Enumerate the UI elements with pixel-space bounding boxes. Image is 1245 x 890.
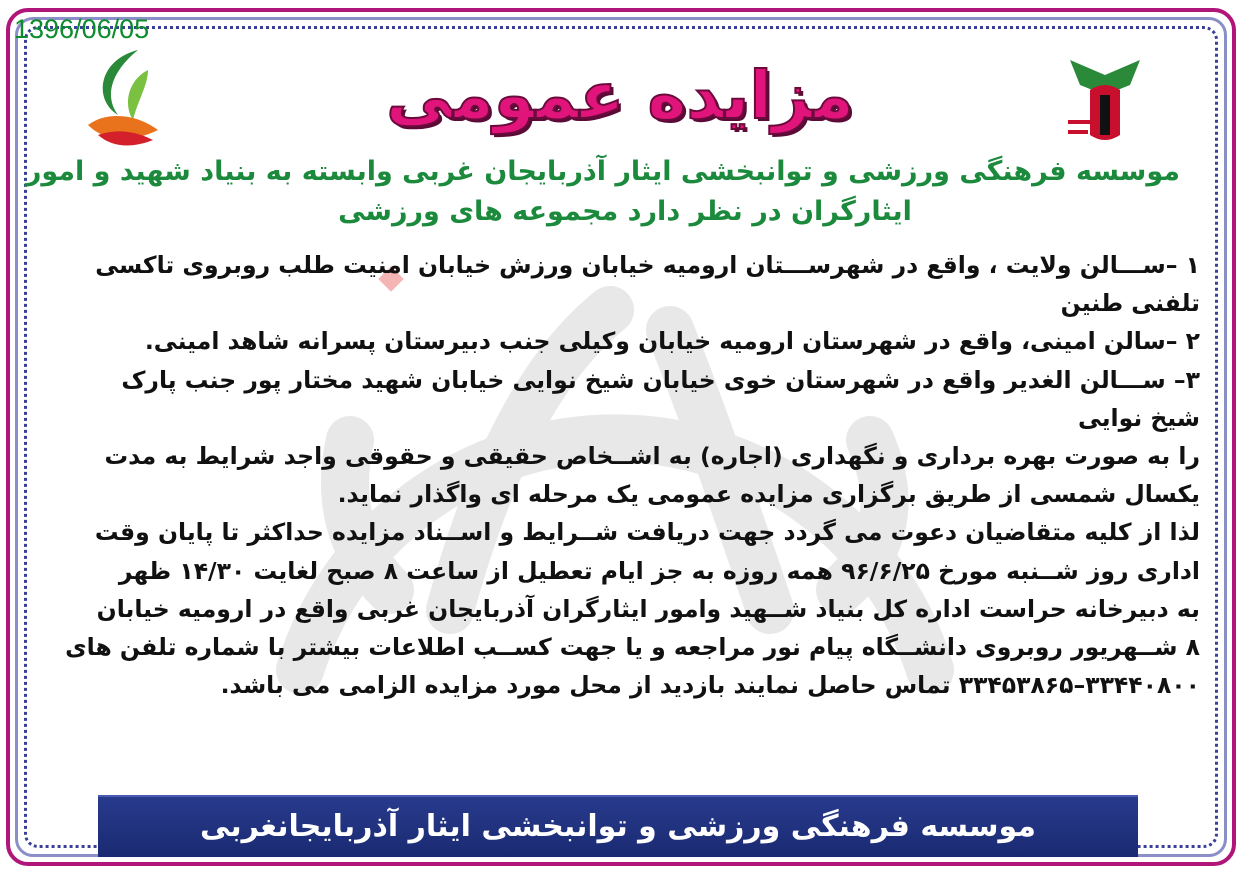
body-line: به دبیرخانه حراست اداره کل بنیاد شــهید وامور ایثارگران آذربایجان غربی واقع در ارومیه خیابان xyxy=(96,594,1200,623)
footer-organization-name: موسسه فرهنگی ورزشی و توانبخشی ایثار آذربایجانغربی xyxy=(200,809,1036,844)
body-line: ۳۳۴۴۰۸۰۰–۳۳۴۵۳۸۶۵ تماس حاصل نمایند بازدید از محل مورد مزایده الزامی می باشد. xyxy=(220,671,1200,700)
announcement-subtitle xyxy=(25,152,1180,242)
subtitle-line-1: موسسه فرهنگی ورزشی و توانبخشی ایثار آذربایجان غربی وابسته به بنیاد شهید و امور xyxy=(25,156,1180,187)
date-stamp: 1396/06/05 xyxy=(14,14,150,44)
body-line: تلفنی طنین xyxy=(1060,289,1200,318)
bonyad-shahid-logo-icon xyxy=(1060,40,1150,150)
page-title: مزایده عمومی xyxy=(386,57,854,134)
body-line: اداری روز شــنبه مورخ ۹۶/۶/۲۵ همه روزه به جز ایام تعطیل از ساعت ۸ صبح لغایت ۱۴/۳۰ ظهر xyxy=(118,556,1200,585)
body-line: لذا از کلیه متقاضیان دعوت می گردد جهت دریافت شــرایط و اســناد مزایده حداکثر تا پایان وقت xyxy=(94,518,1200,547)
body-line: ۸ شــهریور روبروی دانشــگاه پیام نور مراجعه و یا جهت کســب اطلاعات بیشتر با شماره تلفن های xyxy=(65,632,1200,661)
body-line: را به صورت بهره برداری و نگهداری (اجاره) به اشــخاص حقیقی و حقوقی واجد شرایط به مدت xyxy=(104,441,1200,470)
body-line: ۱ –ســـالن ولایت ، واقع در شهرســـتان ارومیه خیابان ورزش خیابان امنیت طلب روبروی تاکسی xyxy=(95,251,1200,279)
body-line: ۳– ســـالن الغدیر واقع در شهرستان خوی خیابان شیخ نوایی خیابان شهید مختار پور جنب پارک xyxy=(121,365,1200,394)
subtitle-line-2: ایثارگران در نظر دارد مجموعه های ورزشی xyxy=(338,196,912,227)
body-line: شیخ نوایی xyxy=(1077,403,1200,432)
footer-banner xyxy=(98,795,1138,857)
isar-logo-icon xyxy=(78,40,170,150)
body-line: یکسال شمسی از طریق برگزاری مزایده عمومی یک مرحله ای واگذار نماید. xyxy=(337,480,1200,509)
body-line: ۲ –سالن امینی، واقع در شهرستان ارومیه خیابان وکیلی جنب دبیرستان پسرانه شاهد امینی. xyxy=(144,327,1200,356)
announcement-body xyxy=(60,246,1200,766)
